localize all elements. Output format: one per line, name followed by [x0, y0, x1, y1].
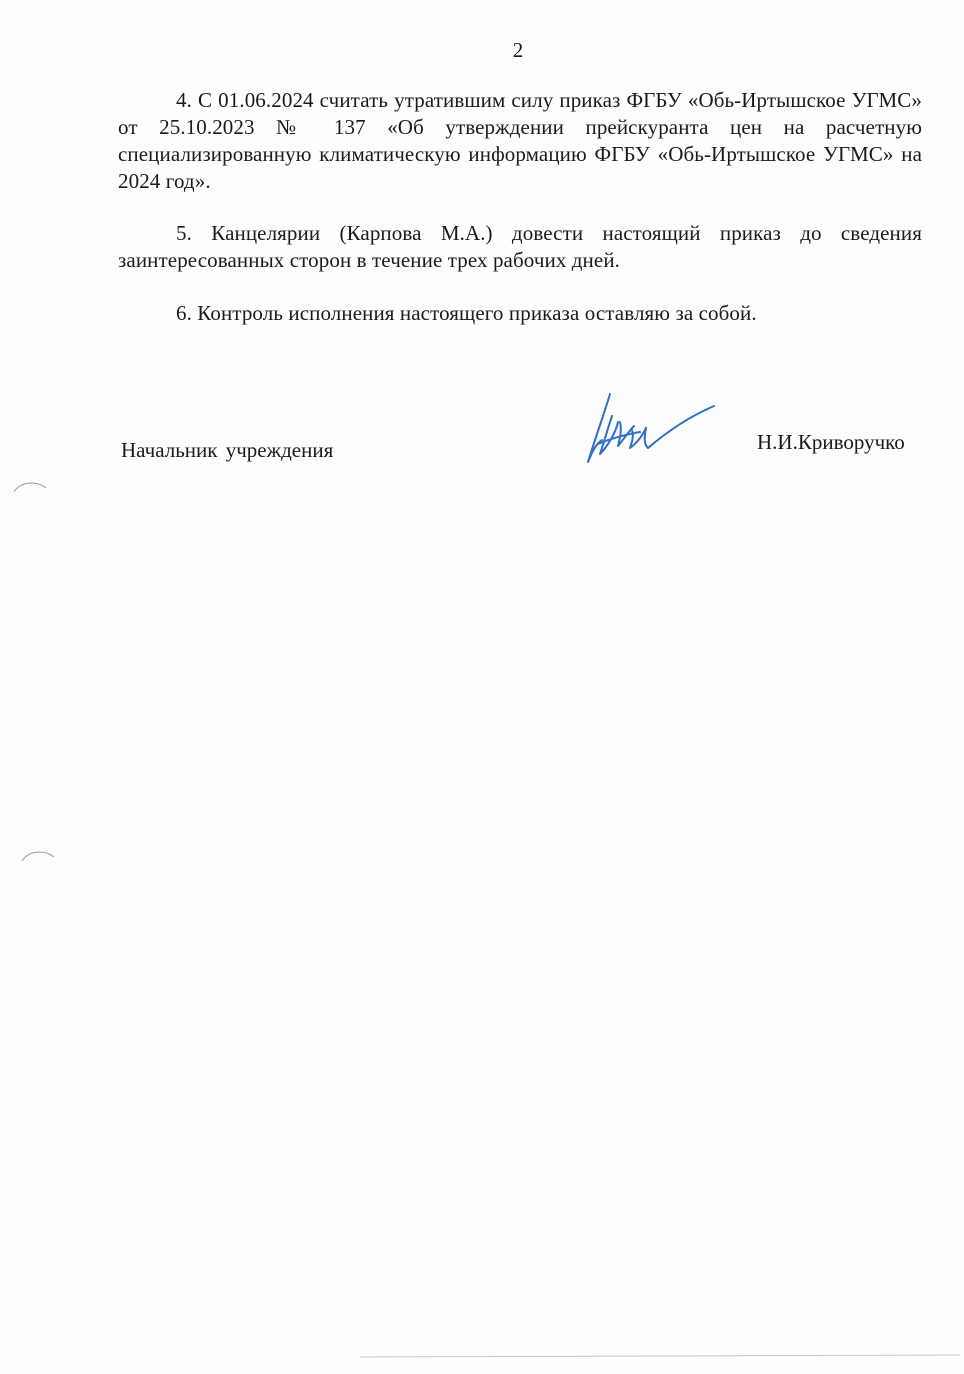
page-number: 2	[512, 38, 524, 62]
scan-edge-line	[360, 1352, 960, 1360]
punch-hole-mark	[18, 845, 58, 865]
paragraph-6-text: 6. Контроль исполнения настоящего приказа оставляю за собой.	[176, 301, 757, 325]
paragraph-4	[118, 87, 922, 195]
signatory-name: Н.И.Криворучко	[757, 430, 905, 454]
handwritten-signature	[582, 386, 722, 470]
signatory-title: Начальник учреждения	[121, 438, 334, 462]
paragraph-6	[118, 300, 922, 327]
paragraph-5-text: 5. Канцелярии (Карпова М.А.) довести настоящий приказ до сведения заинтересованных сторон в течение трех рабочих дней.	[118, 221, 922, 272]
paragraph-5	[118, 220, 922, 274]
paragraph-4-text: 4. С 01.06.2024 считать утратившим силу приказ ФГБУ «Обь-Иртышское УГМС» от 25.10.2023 № 137 «Об утверждении прейскуранта цен на расчетную специализированную климатическую информацию ФГБУ «Обь-Иртышское УГМС» на 2024 год».	[118, 88, 922, 193]
punch-hole-mark	[10, 476, 50, 496]
